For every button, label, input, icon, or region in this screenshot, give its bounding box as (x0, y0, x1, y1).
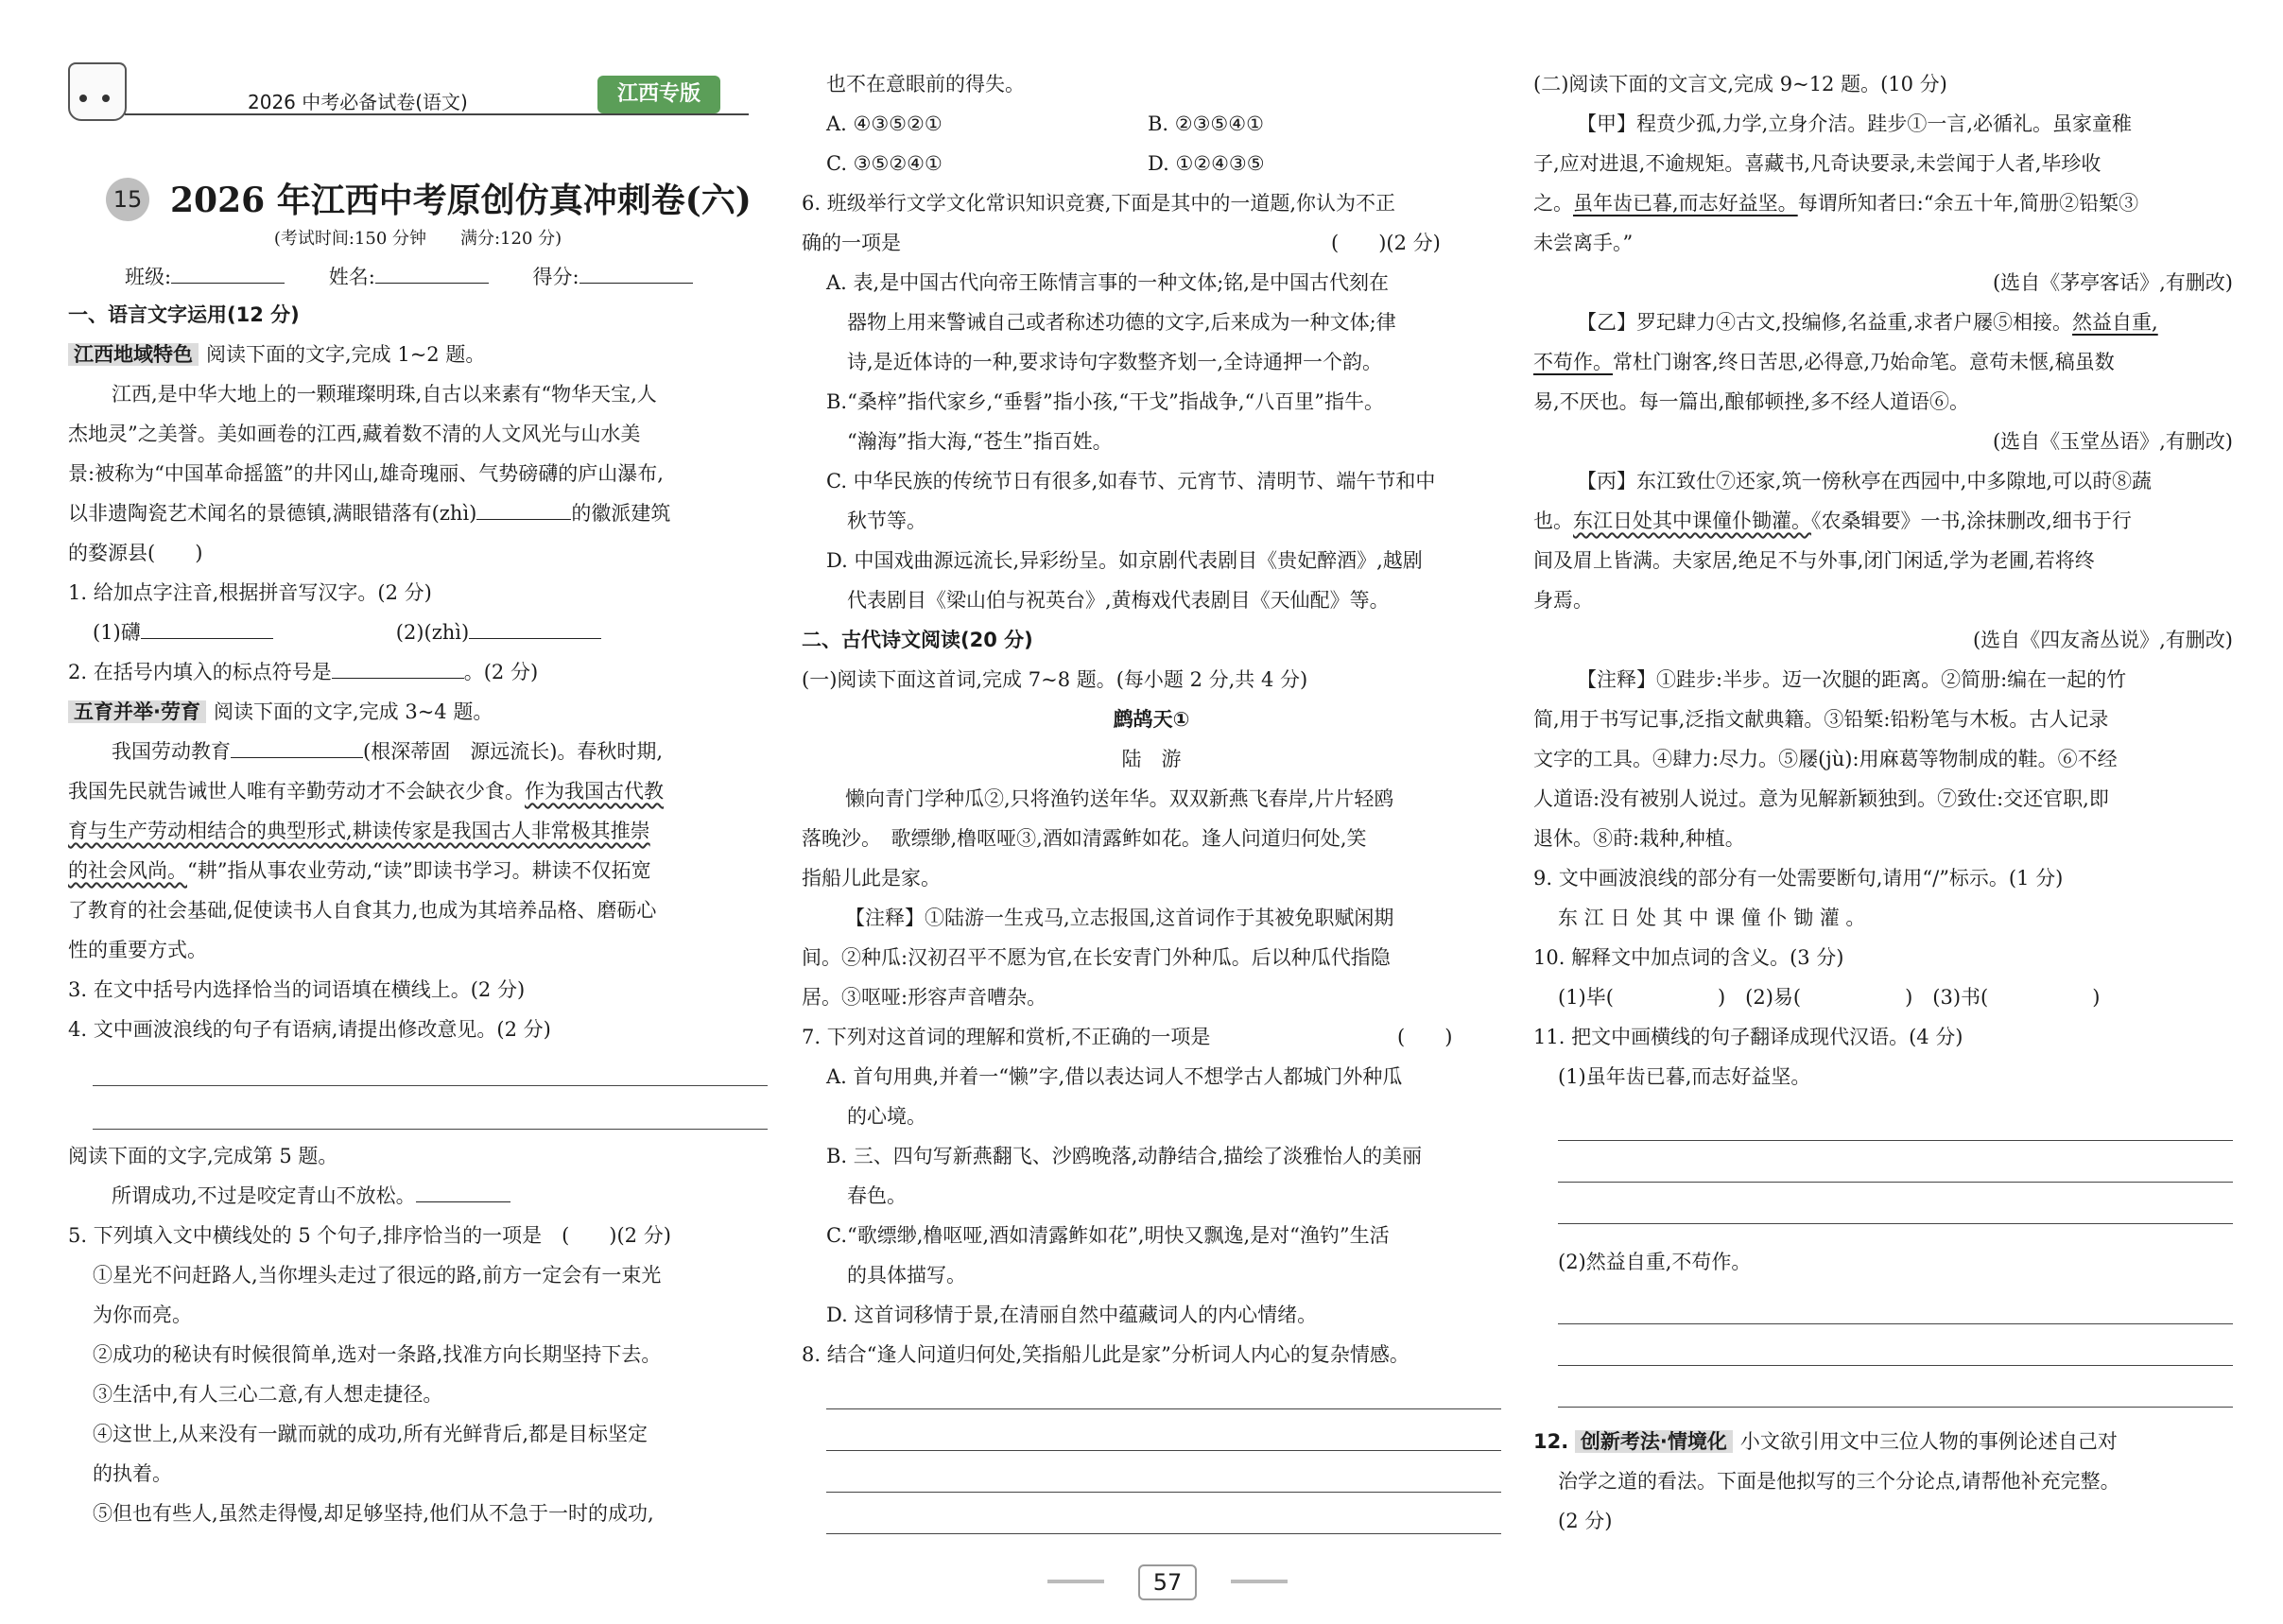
sentence-option: 也不在意眼前的得失。 (826, 73, 1025, 95)
classical-text: 【乙】罗玘肆力④古文,投编修,名益重,求者户屦⑤相接。 (1577, 311, 2073, 334)
underlined-sentence: 虽年齿已暮,而志好益坚。 (1573, 192, 1798, 215)
q1-item-b: (2)(zhì) (395, 621, 470, 644)
choice-row (802, 147, 1501, 180)
note-line: 文字的工具。④肆力:尽力。⑤屦(jù):用麻葛等物制成的鞋。⑥不经 (1533, 748, 2118, 770)
class-label: 班级: (125, 266, 172, 288)
classical-line: 未尝离手。” (1533, 232, 1634, 254)
answer-blank[interactable] (416, 1181, 510, 1202)
answer-blank[interactable] (332, 657, 464, 679)
question-6-cont (802, 227, 1501, 259)
segmentation-text[interactable]: 东 江 日 处 其 中 课 僮 仆 锄 灌 。 (1558, 907, 1866, 929)
q11-item-1: (1)虽年齿已暮,而志好益坚。 (1558, 1065, 1811, 1088)
answer-line[interactable] (1558, 1407, 2233, 1408)
passage-line (68, 1180, 768, 1212)
note-line: 间。②种瓜:汉初召平不愿为官,在长安青门外种瓜。后以种瓜代指隐 (802, 946, 1391, 969)
passage-text: “耕”指从事农业劳动,“读”即读书学习。耕读不仅拓宽 (187, 859, 651, 882)
answer-line[interactable] (1558, 1223, 2233, 1224)
choice-a[interactable]: A. ④③⑤②① (826, 112, 943, 135)
option-line: A. 表,是中国古代向帝王陈情言事的一种文体;铭,是中国古代刻在 (826, 271, 1389, 294)
sentence-option: ③生活中,有人三心二意,有人想走捷径。 (93, 1383, 443, 1406)
sentence-option: 的执着。 (93, 1462, 172, 1485)
student-info-row (68, 261, 768, 293)
classical-text: 也。 (1533, 510, 1573, 532)
q10-close: ) (2092, 986, 2101, 1009)
question-8: 8. 结合“逢人问道归何处,笑指船儿此是家”分析词人内心的复杂情感。 (802, 1343, 1410, 1366)
option-line: D. 中国戏曲源远流长,异彩纷呈。如京剧代表剧目《贵妃醉酒》,越剧 (826, 549, 1423, 572)
passage-line (68, 497, 768, 529)
answer-line[interactable] (1558, 1323, 2233, 1324)
choice-c[interactable]: C. ③⑤②④① (826, 152, 943, 175)
passage-line (68, 735, 768, 768)
question-9: 9. 文中画波浪线的部分有一处需要断句,请用“/”标示。(1 分) (1533, 867, 2064, 890)
q7-paren: ( ) (1397, 1026, 1453, 1048)
question-12-cont: (2 分) (1558, 1510, 1613, 1532)
classical-line: 子,应对进退,不逾规矩。喜藏书,凡奇诀要录,未尝闻于人者,毕珍收 (1533, 152, 2101, 175)
choice-d[interactable]: D. ①②④③⑤ (1148, 152, 1265, 175)
question-4: 4. 文中画波浪线的句子有语病,请提出修改意见。(2 分) (68, 1018, 551, 1041)
poem-title: 鹧鸪天① (1113, 708, 1190, 731)
column-right (1533, 0, 2233, 1624)
q12-text: 小文欲引用文中三位人物的事例论述自己对 (1739, 1430, 2118, 1453)
wavy-sentence: 育与生产劳动相结合的典型形式,耕读传家是我国古人非常极其推崇 (68, 820, 650, 842)
topic-tag: 五育并举·劳育 (68, 700, 206, 723)
note-line: 【注释】①跬步:半步。迈一次腿的距离。②简册:编在一起的竹 (1577, 668, 2127, 691)
option-line: 春色。 (847, 1184, 907, 1207)
question-7 (802, 1021, 1501, 1053)
underlined-sentence: 不苟作。 (1533, 351, 1613, 373)
option-line: B.“桑梓”指代家乡,“垂髫”指小孩,“干戈”指战争,“八百里”指牛。 (826, 390, 1385, 413)
answer-blank[interactable] (476, 498, 571, 520)
q11-item-2: (2)然益自重,不苟作。 (1558, 1251, 1752, 1273)
source-citation: (选自《茅亭客话》,有删改) (1992, 271, 2233, 294)
classical-line: 间及眉上皆满。夫家居,绝足不与外事,闭门闲适,学为老圃,若将终 (1533, 549, 2095, 572)
passage-text: (根深蒂固 源远流长)。春秋时期, (363, 740, 664, 763)
poem-author: 陆 游 (1121, 748, 1182, 770)
q2-text: 2. 在括号内填入的标点符号是 (68, 661, 332, 683)
part-heading: (二)阅读下面的文言文,完成 9~12 题。(10 分) (1533, 73, 1947, 95)
series-title: 2026 中考必备试卷(语文) (248, 91, 468, 113)
passage-text: 所谓成功,不过是咬定青山不放松。 (112, 1184, 416, 1207)
question-2 (68, 656, 768, 688)
passage-text: 以非遗陶瓷艺术闻名的景德镇,满眼错落有(zhì) (68, 502, 477, 525)
topic-tag: 江西地域特色 (68, 343, 199, 366)
section-heading: 二、古代诗文阅读(20 分) (802, 629, 1033, 651)
answer-line[interactable] (93, 1129, 768, 1130)
poem-line: 懒向青门学种瓜②,只将渔钓送年华。双双新燕飞春岸,片片轻鸥 (845, 787, 1394, 810)
classical-text: 之。 (1533, 192, 1573, 215)
answer-line[interactable] (826, 1408, 1501, 1409)
q7-text: 7. 下列对这首词的理解和赏析,不正确的一项是 (802, 1026, 1211, 1048)
underlined-sentence: 然益自重, (2072, 311, 2158, 334)
passage-text: 我国先民就告诫世人唯有辛勤劳动才不会缺衣少食。 (68, 780, 525, 803)
option-line: D. 这首词移情于景,在清丽自然中蕴藏词人的内心情绪。 (826, 1304, 1318, 1326)
q12-number: 12. (1533, 1430, 1569, 1453)
name-label: 姓名: (328, 266, 375, 288)
passage-intro (68, 696, 768, 728)
passage-text: 的徽派建筑 (571, 502, 671, 525)
q10-item-1: (1)毕( (1558, 986, 1614, 1009)
score-field[interactable] (579, 262, 693, 284)
page-number (1097, 1564, 1238, 1602)
q10-item-2: ) (2)易( (1717, 986, 1802, 1009)
note-line: 【注释】①陆游一生戎马,立志报国,这首词作于其被免职赋闲期 (845, 907, 1394, 929)
classical-text: 《农桑辑要》一书,涂抹删改,细书于行 (1811, 510, 2132, 532)
intro-text: 阅读下面的文字,完成 1~2 题。 (206, 343, 486, 366)
note-line: 退休。⑧莳:栽种,种植。 (1533, 827, 1745, 850)
question-10: 10. 解释文中加点词的含义。(3 分) (1533, 946, 1844, 969)
paper-title: 2026 年江西中考原创仿真冲刺卷(六) (170, 181, 752, 220)
answer-line[interactable] (826, 1533, 1501, 1534)
sentence-option: ④这世上,从来没有一蹴而就的成功,所有光鲜背后,都是目标坚定 (93, 1423, 649, 1445)
note-line: 人道语:没有被别人说过。意为见解新颖独到。⑦致仕:交还官职,即 (1533, 787, 2109, 810)
left-arrow-icon (1047, 1580, 1104, 1583)
classical-text: 每谓所知者曰:“余五十年,简册②铅椠③ (1797, 192, 2139, 215)
option-line: 的具体描写。 (847, 1264, 966, 1287)
option-line: C. 中华民族的传统节日有很多,如春节、元宵节、清明节、端午节和中 (826, 470, 1436, 492)
note-line: 居。③呕哑:形容声音嘈杂。 (802, 986, 1047, 1009)
name-field[interactable] (375, 262, 489, 284)
question-12-cont: 治学之道的看法。下面是他拟写的三个分论点,请帮他补充完整。 (1558, 1470, 2120, 1493)
classical-line (1533, 346, 2233, 378)
option-line: 的心境。 (847, 1105, 926, 1128)
passage-line (68, 815, 768, 847)
passage-line: 性的重要方式。 (68, 939, 207, 961)
answer-line[interactable] (1558, 1182, 2233, 1183)
option-line: 诗,是近体诗的一种,要求诗句字数整齐划一,全诗通押一个韵。 (847, 351, 1383, 373)
classical-line (1533, 187, 2233, 219)
sentence-option: 为你而亮。 (93, 1304, 192, 1326)
source-citation: (选自《四友斋丛说》,有删改) (1972, 629, 2233, 651)
passage-text: 我国劳动教育 (112, 740, 231, 763)
question-1-items (68, 616, 768, 648)
question-5: 5. 下列填入文中横线处的 5 个句子,排序恰当的一项是 ( )(2 分) (68, 1224, 671, 1247)
passage-line: 江西,是中华大地上的一颗璀璨明珠,自古以来素有“物华天宝,人 (112, 383, 657, 406)
classical-line (1533, 505, 2233, 537)
topic-tag: 创新考法·情境化 (1575, 1430, 1733, 1453)
passage-intro: 阅读下面的文字,完成第 5 题。 (68, 1145, 338, 1167)
q1-item-a: (1)礴 (93, 621, 141, 644)
classical-line: 身焉。 (1533, 589, 1593, 612)
choice-row (802, 108, 1501, 140)
wavy-sentence: 作为我国古代教 (525, 780, 664, 803)
intro-text: 阅读下面的文字,完成 3~4 题。 (213, 700, 493, 723)
q2-tail: 。(2 分) (463, 661, 539, 683)
answer-blank[interactable] (231, 736, 363, 758)
passage-line: 的婺源县( ) (68, 542, 203, 564)
answer-line[interactable] (1558, 1365, 2233, 1366)
question-3: 3. 在文中括号内选择恰当的词语填在横线上。(2 分) (68, 978, 526, 1001)
question-12 (1533, 1425, 2233, 1458)
page-number-text: 57 (1138, 1564, 1198, 1600)
option-line: 秋节等。 (847, 510, 926, 532)
option-line: B. 三、四句写新燕翻飞、沙鸥晚落,动静结合,描绘了淡雅怡人的美丽 (826, 1145, 1423, 1167)
option-line: C.“歌缥缈,橹呕哑,酒如清露鲊如花”,明快又飘逸,是对“渔钓”生活 (826, 1224, 1390, 1247)
passage-line: 杰地灵”之美誉。美如画卷的江西,藏着数不清的人文风光与山水美 (68, 423, 641, 445)
classical-line (1533, 306, 2233, 338)
question-10-items (1533, 981, 2233, 1013)
answer-line[interactable] (93, 1085, 768, 1086)
column-middle (802, 0, 1501, 1624)
wavy-sentence: 东江日处其中课僮仆锄灌。 (1573, 510, 1811, 532)
class-field[interactable] (171, 262, 285, 284)
option-line: 代表剧目《梁山伯与祝英台》,黄梅戏代表剧目《天仙配》等。 (847, 589, 1390, 612)
option-line: “瀚海”指大海,“苍生”指百姓。 (847, 430, 1113, 453)
choice-b[interactable]: B. ②③⑤④① (1148, 112, 1264, 135)
question-11: 11. 把文中画横线的句子翻译成现代汉语。(4 分) (1533, 1026, 1963, 1048)
option-line: 器物上用来警诫自己或者称述功德的文字,后来成为一种文体;律 (847, 311, 1396, 334)
sentence-option: ⑤但也有些人,虽然走得慢,却足够坚持,他们从不急于一时的成功, (93, 1502, 654, 1525)
classical-text: 常杜门谢客,终日苦思,必得意,乃始命笔。意苟未惬,稿虽数 (1613, 351, 2115, 373)
score-label: 得分: (532, 266, 579, 288)
edition-badge: 江西专版 (597, 76, 720, 113)
classical-line: 易,不厌也。每一篇出,酿郁顿挫,多不经人道语⑥。 (1533, 390, 1970, 413)
poem-line: 指船儿此是家。 (802, 867, 941, 890)
passage-intro (68, 338, 768, 371)
note-line: 简,用于书写记事,泛指文献典籍。③铅椠:铅粉笔与木板。古人记录 (1533, 708, 2109, 731)
answer-blank[interactable] (141, 617, 273, 639)
paper-number-badge: 15 (106, 178, 149, 221)
section-heading: 一、语言文字运用(12 分) (68, 303, 300, 326)
exam-info: (考试时间:150 分钟 满分:120 分) (273, 229, 562, 249)
answer-line[interactable] (826, 1450, 1501, 1451)
classical-line: 【丙】东江致仕⑦还家,筑一傍秋亭在西园中,中多隙地,可以莳⑧蔬 (1577, 470, 2153, 492)
sentence-option: ①星光不问赶路人,当你埋头走过了很远的路,前方一定会有一束光 (93, 1264, 662, 1287)
answer-blank[interactable] (469, 617, 601, 639)
right-arrow-icon (1231, 1580, 1288, 1583)
option-line: A. 首句用典,并着一“懒”字,借以表达词人不想学古人都城门外种瓜 (826, 1065, 1403, 1088)
answer-line[interactable] (1558, 1140, 2233, 1141)
question-1: 1. 给加点字注音,根据拼音写汉字。(2 分) (68, 581, 432, 604)
source-citation: (选自《玉堂丛语》,有删改) (1992, 430, 2233, 453)
passage-line (68, 775, 768, 807)
question-6: 6. 班级举行文学文化常识知识竞赛,下面是其中的一道题,你认为不正 (802, 192, 1396, 215)
classical-line: 【甲】程贲少孤,力学,立身介洁。跬步①一言,必循礼。虽家童稚 (1577, 112, 2133, 135)
q6-score: ( )(2 分) (1331, 232, 1441, 254)
column-left (68, 0, 768, 1624)
answer-line[interactable] (826, 1492, 1501, 1493)
passage-line: 了教育的社会基础,促使读书人自食其力,也成为其培养品格、磨砺心 (68, 899, 657, 922)
passage-line: 景:被称为“中国革命摇篮”的井冈山,雄奇瑰丽、气势磅礴的庐山瀑布, (68, 462, 664, 485)
poem-line: 落晚沙。 歌缥缈,橹呕哑③,酒如清露鲊如花。逢人问道归何处,笑 (802, 827, 1367, 850)
passage-line (68, 855, 768, 887)
q10-item-3: ) (3)书( (1905, 986, 1989, 1009)
part-heading: (一)阅读下面这首词,完成 7~8 题。(每小题 2 分,共 4 分) (802, 668, 1308, 691)
wavy-sentence: 的社会风尚。 (68, 859, 187, 882)
sentence-option: ②成功的秘诀有时候很简单,选对一条路,找准方向长期坚持下去。 (93, 1343, 662, 1366)
q6-text: 确的一项是 (802, 232, 901, 254)
